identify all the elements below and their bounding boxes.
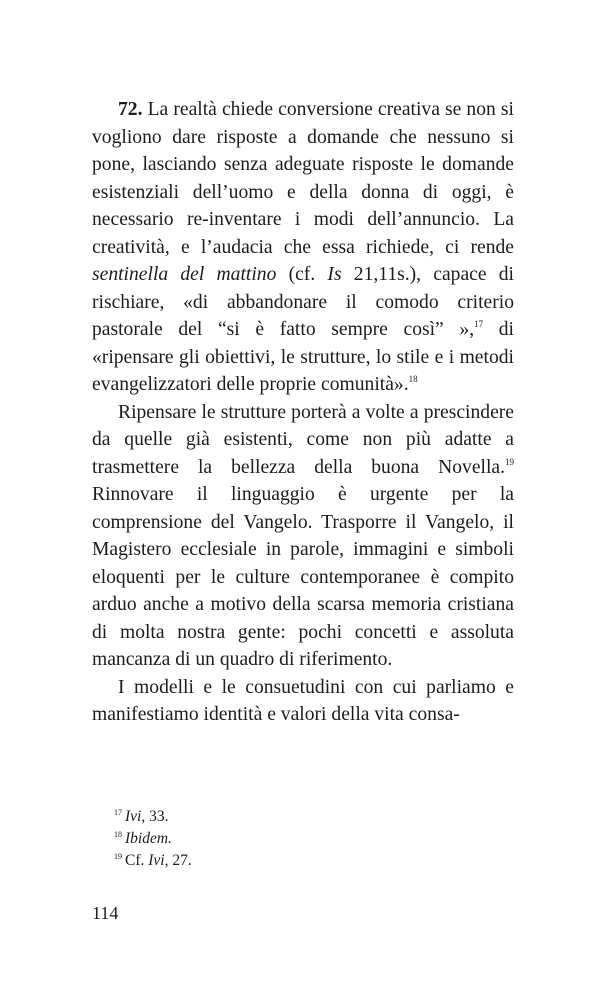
footnote-18 [114, 828, 192, 850]
footnote-ref: 18 [408, 374, 418, 384]
italic-run: Ibidem. [125, 830, 172, 847]
italic-run: sentinella del mattino [92, 264, 277, 285]
footnote-ref: 17 [474, 319, 484, 329]
paragraph-number: 72. [118, 99, 143, 120]
text-run: (cf. [276, 264, 328, 285]
italic-run: Ivi [148, 852, 165, 869]
footnote-number: 18 [114, 830, 122, 839]
footnote-ref: 19 [505, 456, 514, 467]
text-run: 21,11s.), capace di rischiare, «di abbandonare il comodo criterio pastorale del “si è fatto sempre così” », [92, 264, 514, 340]
footnote-number: 19 [114, 852, 122, 861]
paragraph-modelli [92, 674, 514, 729]
text-run: I modelli e le consuetudini con cui parliamo e manifestiamo identità e valori della vita consa- [92, 676, 514, 725]
text-run: Ripensare le strutture porterà a volte a prescindere da quelle già esistenti, come non più adatte a trasmettere la bellezza della buona Novella. [92, 401, 514, 478]
footnote-17 [114, 806, 192, 828]
footnote-19 [114, 850, 192, 872]
text-run: Cf. [125, 852, 149, 869]
text-run: Rinnovare il linguaggio è urgente per la comprensione del Vangelo. Trasporre il Vangelo, il Magistero ecclesiale in parole, immagini e simboli eloquenti per le culture contemporanee è compito arduo anche a motivo della scarsa memoria cristiana di molta nostra gente: pochi concetti e assoluta mancanza di un quadro di riferimento. [92, 484, 514, 670]
page-number: 114 [92, 903, 119, 923]
text-run: , 33. [141, 808, 169, 825]
footnotes [114, 806, 192, 872]
italic-run: Ivi [125, 808, 142, 825]
footnote-number: 17 [114, 808, 122, 817]
paragraph-ripensare [92, 399, 514, 674]
page-body [92, 96, 514, 729]
italic-run: Is [327, 264, 342, 285]
paragraph-72 [92, 96, 514, 399]
text-run: di «ripensare gli obiettivi, le strutture, lo stile e i metodi evangelizzatori delle proprie comunità». [92, 319, 514, 395]
text-run: La realtà chiede conversione creativa se non si vogliono dare risposte a domande che nessuno si pone, lasciando senza adeguate risposte le domande esistenziali dell’uomo e della donna di oggi, è necessario re-inventare i modi dell’annuncio. La creatività, e l’audacia che essa richiede, ci rende [92, 99, 514, 258]
text-run: , 27. [164, 852, 192, 869]
